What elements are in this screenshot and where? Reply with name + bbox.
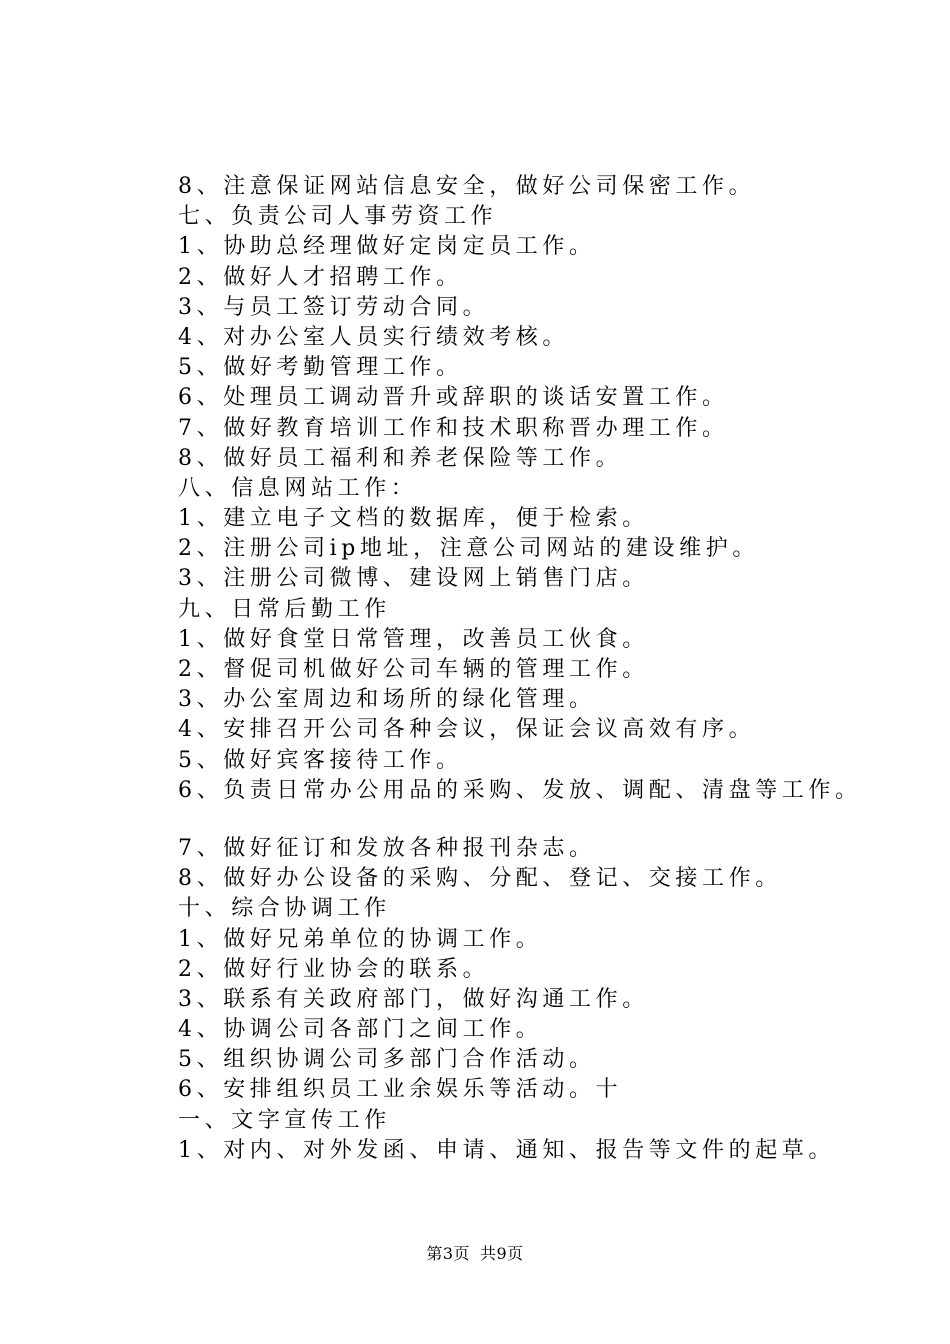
document-body	[178, 172, 878, 1166]
text-line: 5、做好考勤管理工作。	[178, 355, 463, 381]
section-heading: 一、文字宣传工作	[178, 1107, 391, 1133]
text-line: 7、做好教育培训工作和技术职称晋办理工作。	[178, 415, 729, 441]
text-line: 3、与员工签订劳动合同。	[178, 294, 490, 320]
page-footer	[0, 1244, 950, 1264]
text-line: 8、注意保证网站信息安全，做好公司保密工作。	[178, 174, 756, 199]
text-line: 6、安排组织员工业余娱乐等活动。十	[178, 1077, 623, 1103]
text-line: 4、协调公司各部门之间工作。	[178, 1017, 543, 1043]
text-line: 1、做好兄弟单位的协调工作。	[178, 926, 543, 952]
text-line: 4、安排召开公司各种会议，保证会议高效有序。	[178, 717, 756, 743]
section-heading: 十、综合协调工作	[178, 896, 391, 922]
page-total: 共9页	[480, 1244, 524, 1263]
text-line: 2、做好人才招聘工作。	[178, 264, 463, 290]
text-line: 4、对办公室人员实行绩效考核。	[178, 324, 569, 350]
text-line: 8、做好办公设备的采购、分配、登记、交接工作。	[178, 866, 782, 892]
section-heading: 九、日常后勤工作	[178, 596, 391, 622]
text-line: 2、做好行业协会的联系。	[178, 956, 490, 982]
text-line: 8、做好员工福利和养老保险等工作。	[178, 445, 623, 471]
text-line: 2、督促司机做好公司车辆的管理工作。	[178, 657, 649, 682]
text-line: 3、注册公司微博、建设网上销售门店。	[178, 566, 649, 592]
text-line: 7、做好征订和发放各种报刊杂志。	[178, 835, 596, 861]
text-line: 1、建立电子文档的数据库，便于检索。	[178, 506, 649, 532]
text-line: 5、做好宾客接待工作。	[178, 747, 463, 773]
text-line: 1、对内、对外发函、申请、通知、报告等文件的起草。	[178, 1137, 835, 1163]
section-heading: 七、负责公司人事劳资工作	[178, 204, 498, 230]
text-line: 3、联系有关政府部门，做好沟通工作。	[178, 986, 649, 1012]
page-number: 第3页	[426, 1244, 470, 1263]
text-line: 3、办公室周边和场所的绿化管理。	[178, 687, 596, 713]
section-heading: 八、信息网站工作：	[178, 475, 418, 501]
text-line: 5、组织协调公司多部门合作活动。	[178, 1047, 596, 1073]
text-line: 6、负责日常办公用品的采购、发放、调配、清盘等工作。	[178, 777, 862, 803]
blank-line	[178, 806, 878, 834]
text-line: 2、注册公司ip地址，注意公司网站的建设维护。	[178, 536, 759, 562]
text-line: 1、协助总经理做好定岗定员工作。	[178, 234, 596, 260]
text-line: 6、处理员工调动晋升或辞职的谈话安置工作。	[178, 385, 729, 411]
text-line: 1、做好食堂日常管理，改善员工伙食。	[178, 626, 649, 652]
